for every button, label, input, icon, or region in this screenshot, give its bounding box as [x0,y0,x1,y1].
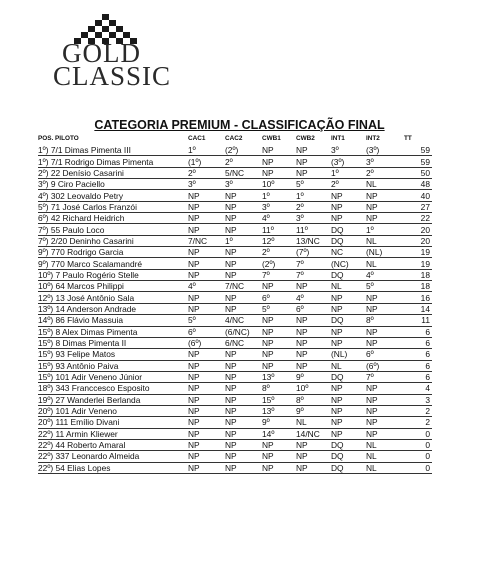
cell-int1: NP [331,213,366,224]
cell-int2: NL [366,462,404,473]
cell-int1: (3º) [331,156,366,167]
cell-int1: DQ [331,224,366,235]
cell-cac2: NP [225,201,262,212]
cell-tt: 0 [404,462,432,473]
cell-cwb1: 5º [262,303,296,314]
table-row [38,315,432,326]
cell-tt: 48 [404,179,432,190]
cell-tt: 18 [404,269,432,280]
cell-tt: 0 [404,451,432,462]
cell-cwb2: NP [296,145,331,156]
cell-cac1: NP [188,258,225,269]
table-header-row [38,133,432,145]
cell-cac1: 7/NC [188,235,225,246]
cell-tt: 6 [404,326,432,337]
cell-cwb2: NP [296,462,331,473]
cell-tt: 40 [404,190,432,201]
cell-int2: (NL) [366,247,404,258]
table-row [38,213,432,224]
cell-cwb1: 10º [262,179,296,190]
cell-cac2: NP [225,383,262,394]
cell-cac2: NP [225,428,262,439]
cell-cwb2: 13/NC [296,235,331,246]
cell-int2: NP [366,326,404,337]
cell-cwb2: 11º [296,224,331,235]
cell-cac2: 1º [225,235,262,246]
cell-cac2: NP [225,269,262,280]
cell-pos-piloto: 22º) 337 Leonardo Almeida [38,451,188,462]
cell-pos-piloto: 15º) 8 Dimas Pimenta II [38,337,188,348]
table-row [38,428,432,439]
cell-pos-piloto: 22º) 11 Armin Kliewer [38,428,188,439]
cell-int2: 7º [366,371,404,382]
cell-cwb1: NP [262,281,296,292]
cell-int1: 1º [331,167,366,178]
cell-tt: 2 [404,417,432,428]
cell-int2: NL [366,179,404,190]
header-cac1: CAC1 [188,134,206,142]
cell-cac2: NP [225,371,262,382]
cell-cwb2: NP [296,315,331,326]
cell-int2: NP [366,428,404,439]
cell-pos-piloto: 13º) 14 Anderson Andrade [38,303,188,314]
cell-cwb2: NL [296,417,331,428]
cell-cwb1: NP [262,156,296,167]
cell-cac1: NP [188,303,225,314]
cell-int2: (3º) [366,145,404,156]
cell-cac1: NP [188,383,225,394]
cell-cac1: 1º [188,145,225,156]
cell-pos-piloto: 3º) 9 Ciro Paciello [38,179,188,190]
cell-cac2: 2º [225,156,262,167]
cell-cac1: NP [188,360,225,371]
header-cwb2: CWB2 [296,134,315,142]
cell-int1: DQ [331,439,366,450]
table-row [38,394,432,405]
cell-cwb1: 12º [262,235,296,246]
cell-pos-piloto: 22º) 54 Elias Lopes [38,462,188,473]
cell-cac2: NP [225,439,262,450]
cell-pos-piloto: 15º) 8 Alex Dimas Pimenta [38,326,188,337]
cell-int1: NL [331,281,366,292]
cell-int1: NP [331,201,366,212]
header-cac2: CAC2 [225,134,243,142]
cell-pos-piloto: 10º) 64 Marcos Philippi [38,281,188,292]
table-row [38,167,432,178]
cell-pos-piloto: 9º) 770 Rodrigo Garcia [38,247,188,258]
cell-int2: NP [366,417,404,428]
cell-cac2: NP [225,462,262,473]
cell-int2: 1º [366,224,404,235]
cell-cwb2: 9º [296,405,331,416]
header-tt: TT [404,134,412,142]
cell-int1: NP [331,383,366,394]
cell-cac1: NP [188,349,225,360]
cell-int2: NP [366,394,404,405]
cell-int2: NP [366,383,404,394]
cell-tt: 16 [404,292,432,303]
cell-pos-piloto: 14º) 86 Flávio Massuia [38,315,188,326]
cell-int2: 6º [366,349,404,360]
cell-pos-piloto: 22º) 44 Roberto Amaral [38,439,188,450]
cell-int2: NL [366,258,404,269]
cell-cac1: NP [188,269,225,280]
cell-cac1: NP [188,428,225,439]
header-int2: INT2 [366,134,380,142]
cell-tt: 6 [404,371,432,382]
cell-cac2: NP [225,247,262,258]
cell-int1: NP [331,394,366,405]
cell-int2: (6º) [366,360,404,371]
cell-cac2: NP [225,417,262,428]
cell-tt: 20 [404,235,432,246]
cell-int2: NP [366,405,404,416]
cell-tt: 6 [404,337,432,348]
cell-cac2: NP [225,258,262,269]
table-row [38,405,432,416]
cell-int2: NP [366,337,404,348]
table-row [38,235,432,246]
cell-int2: 2º [366,167,404,178]
cell-pos-piloto: 20º) 111 Emílio Divani [38,417,188,428]
cell-cwb2: 7º [296,269,331,280]
cell-cac2: (6/NC) [225,326,262,337]
cell-pos-piloto: 18º) 343 Franccesco Esposito [38,383,188,394]
cell-cac2: 7/NC [225,281,262,292]
cell-cac1: NP [188,451,225,462]
cell-cwb1: 7º [262,269,296,280]
cell-cac1: 6º [188,326,225,337]
standings-table [38,133,432,474]
cell-int1: NP [331,326,366,337]
cell-cac1: 3º [188,179,225,190]
cell-tt: 0 [404,439,432,450]
cell-int1: DQ [331,315,366,326]
cell-cwb2: (7º) [296,247,331,258]
table-row [38,179,432,190]
table-row [38,145,432,156]
page-title: CATEGORIA PREMIUM - CLASSIFICAÇÃO FINAL [94,118,385,132]
cell-cwb1: 8º [262,383,296,394]
table-row [38,247,432,258]
cell-cac2: 4/NC [225,315,262,326]
cell-cac1: NP [188,201,225,212]
standings-body [38,145,432,473]
cell-int1: NP [331,405,366,416]
cell-int1: DQ [331,235,366,246]
cell-tt: 6 [404,360,432,371]
cell-pos-piloto: 2º) 22 Denísio Casarini [38,167,188,178]
cell-int2: NP [366,292,404,303]
cell-cac2: NP [225,224,262,235]
cell-pos-piloto: 15º) 101 Adir Veneno Júnior [38,371,188,382]
cell-tt: 2 [404,405,432,416]
cell-tt: 22 [404,213,432,224]
cell-tt: 19 [404,258,432,269]
cell-cwb1: NP [262,451,296,462]
cell-cwb1: NP [262,349,296,360]
cell-pos-piloto: 15º) 93 Antônio Paiva [38,360,188,371]
table-row [38,360,432,371]
table-row [38,371,432,382]
cell-cwb1: NP [262,337,296,348]
cell-cwb1: NP [262,326,296,337]
cell-cwb1: 9º [262,417,296,428]
cell-cac1: 5º [188,315,225,326]
cell-pos-piloto: 10º) 7 Paulo Rogério Stelle [38,269,188,280]
header-int1: INT1 [331,134,345,142]
cell-int1: 2º [331,179,366,190]
cell-pos-piloto: 20º) 101 Adir Veneno [38,405,188,416]
cell-int1: NC [331,247,366,258]
cell-cac2: NP [225,190,262,201]
cell-cac1: NP [188,224,225,235]
cell-tt: 3 [404,394,432,405]
logo-wordmark-classic: CLASSIC [53,61,172,91]
cell-cwb2: 8º [296,394,331,405]
cell-tt: 0 [404,428,432,439]
cell-tt: 27 [404,201,432,212]
cell-cwb2: 4º [296,292,331,303]
header-pos-piloto: POS. PILOTO [38,134,79,142]
cell-cwb1: 11º [262,224,296,235]
table-row [38,439,432,450]
table-row [38,462,432,473]
cell-int2: NP [366,213,404,224]
cell-cac2: NP [225,405,262,416]
table-row [38,258,432,269]
cell-pos-piloto: 7º) 55 Paulo Loco [38,224,188,235]
cell-int1: (NL) [331,349,366,360]
cell-cwb2: 6º [296,303,331,314]
cell-cwb2: NP [296,167,331,178]
cell-cac1: NP [188,405,225,416]
cell-cac1: NP [188,371,225,382]
cell-cac1: NP [188,247,225,258]
cell-cwb1: NP [262,145,296,156]
cell-int1: NP [331,428,366,439]
cell-int2: NL [366,451,404,462]
cell-cac1: (6º) [188,337,225,348]
cell-pos-piloto: 5º) 71 José Carlos Franzói [38,201,188,212]
cell-cac1: NP [188,417,225,428]
cell-int1: NP [331,303,366,314]
cell-cwb2: 14/NC [296,428,331,439]
cell-pos-piloto: 7º) 2/20 Deninho Casarini [38,235,188,246]
cell-int1: 3º [331,145,366,156]
cell-cac2: 6/NC [225,337,262,348]
table-row [38,156,432,167]
cell-tt: 14 [404,303,432,314]
cell-cac1: (1º) [188,156,225,167]
cell-cwb2: 3º [296,213,331,224]
cell-cac1: NP [188,190,225,201]
cell-int2: 8º [366,315,404,326]
cell-tt: 19 [404,247,432,258]
cell-int1: NP [331,292,366,303]
table-row [38,303,432,314]
table-row [38,190,432,201]
cell-int1: NP [331,190,366,201]
cell-cwb1: NP [262,360,296,371]
cell-cac2: NP [225,213,262,224]
cell-tt: 6 [404,349,432,360]
header-cwb1: CWB1 [262,134,281,142]
cell-pos-piloto: 19º) 27 Wanderlei Berlanda [38,394,188,405]
table-row [38,451,432,462]
cell-cwb2: NP [296,337,331,348]
table-row [38,281,432,292]
cell-cwb2: NP [296,326,331,337]
cell-cac2: NP [225,394,262,405]
cell-cac1: NP [188,213,225,224]
cell-cac1: NP [188,439,225,450]
cell-tt: 11 [404,315,432,326]
cell-cac1: 4º [188,281,225,292]
cell-cac2: NP [225,349,262,360]
cell-pos-piloto: 4º) 302 Leovaldo Petry [38,190,188,201]
cell-cac2: NP [225,451,262,462]
cell-int1: DQ [331,451,366,462]
cell-int2: 3º [366,156,404,167]
cell-cwb2: 1º [296,190,331,201]
cell-int1: DQ [331,269,366,280]
cell-pos-piloto: 12º) 13 José Antônio Sala [38,292,188,303]
cell-cwb1: NP [262,462,296,473]
cell-cwb2: NP [296,360,331,371]
cell-pos-piloto: 9º) 770 Marco Scalamandré [38,258,188,269]
cell-cwb2: 9º [296,371,331,382]
cell-cwb1: NP [262,439,296,450]
cell-cac2: NP [225,303,262,314]
cell-cac2: NP [225,360,262,371]
cell-cwb2: 10º [296,383,331,394]
cell-tt: 18 [404,281,432,292]
cell-cwb2: 7º [296,258,331,269]
cell-cac2: NP [225,292,262,303]
cell-cac1: NP [188,462,225,473]
logo-wordmark-gold: GOLD [62,38,141,68]
cell-tt: 59 [404,145,432,156]
table-row [38,337,432,348]
cell-int1: NP [331,417,366,428]
cell-int2: 4º [366,269,404,280]
cell-int2: NP [366,190,404,201]
cell-tt: 59 [404,156,432,167]
table-row [38,269,432,280]
cell-cwb2: NP [296,439,331,450]
cell-int2: NL [366,439,404,450]
cell-int1: NP [331,337,366,348]
cell-cwb1: 3º [262,201,296,212]
cell-cwb1: 14º [262,428,296,439]
cell-pos-piloto: 15º) 93 Felipe Matos [38,349,188,360]
cell-cwb2: 2º [296,201,331,212]
cell-pos-piloto: 1º) 7/1 Rodrigo Dimas Pimenta [38,156,188,167]
cell-pos-piloto: 1º) 7/1 Dimas Pimenta III [38,145,188,156]
cell-tt: 20 [404,224,432,235]
cell-cwb1: 13º [262,405,296,416]
cell-cwb2: NP [296,281,331,292]
cell-int2: 5º [366,281,404,292]
cell-cwb1: 4º [262,213,296,224]
cell-cwb2: NP [296,349,331,360]
cell-cwb1: NP [262,315,296,326]
cell-cac2: 3º [225,179,262,190]
cell-cwb1: NP [262,167,296,178]
cell-int1: (NC) [331,258,366,269]
cell-cwb2: 5º [296,179,331,190]
cell-cwb1: 1º [262,190,296,201]
cell-int1: DQ [331,371,366,382]
table-row [38,201,432,212]
cell-int2: NP [366,303,404,314]
cell-tt: 4 [404,383,432,394]
cell-cac2: (2º) [225,145,262,156]
cell-cwb2: NP [296,451,331,462]
cell-int1: NL [331,360,366,371]
table-row [38,224,432,235]
cell-cac1: NP [188,394,225,405]
cell-cac1: NP [188,292,225,303]
cell-cac1: 2º [188,167,225,178]
cell-int1: DQ [331,462,366,473]
cell-cwb1: 6º [262,292,296,303]
cell-pos-piloto: 6º) 42 Richard Heidrich [38,213,188,224]
table-row [38,326,432,337]
cell-tt: 50 [404,167,432,178]
table-row [38,383,432,394]
cell-cwb1: 15º [262,394,296,405]
table-row [38,417,432,428]
cell-cwb1: (2º) [262,258,296,269]
cell-int2: NP [366,201,404,212]
cell-cac2: 5/NC [225,167,262,178]
cell-int2: NL [366,235,404,246]
cell-cwb2: NP [296,156,331,167]
cell-cwb1: 13º [262,371,296,382]
table-row [38,349,432,360]
table-row [38,292,432,303]
cell-cwb1: 2º [262,247,296,258]
